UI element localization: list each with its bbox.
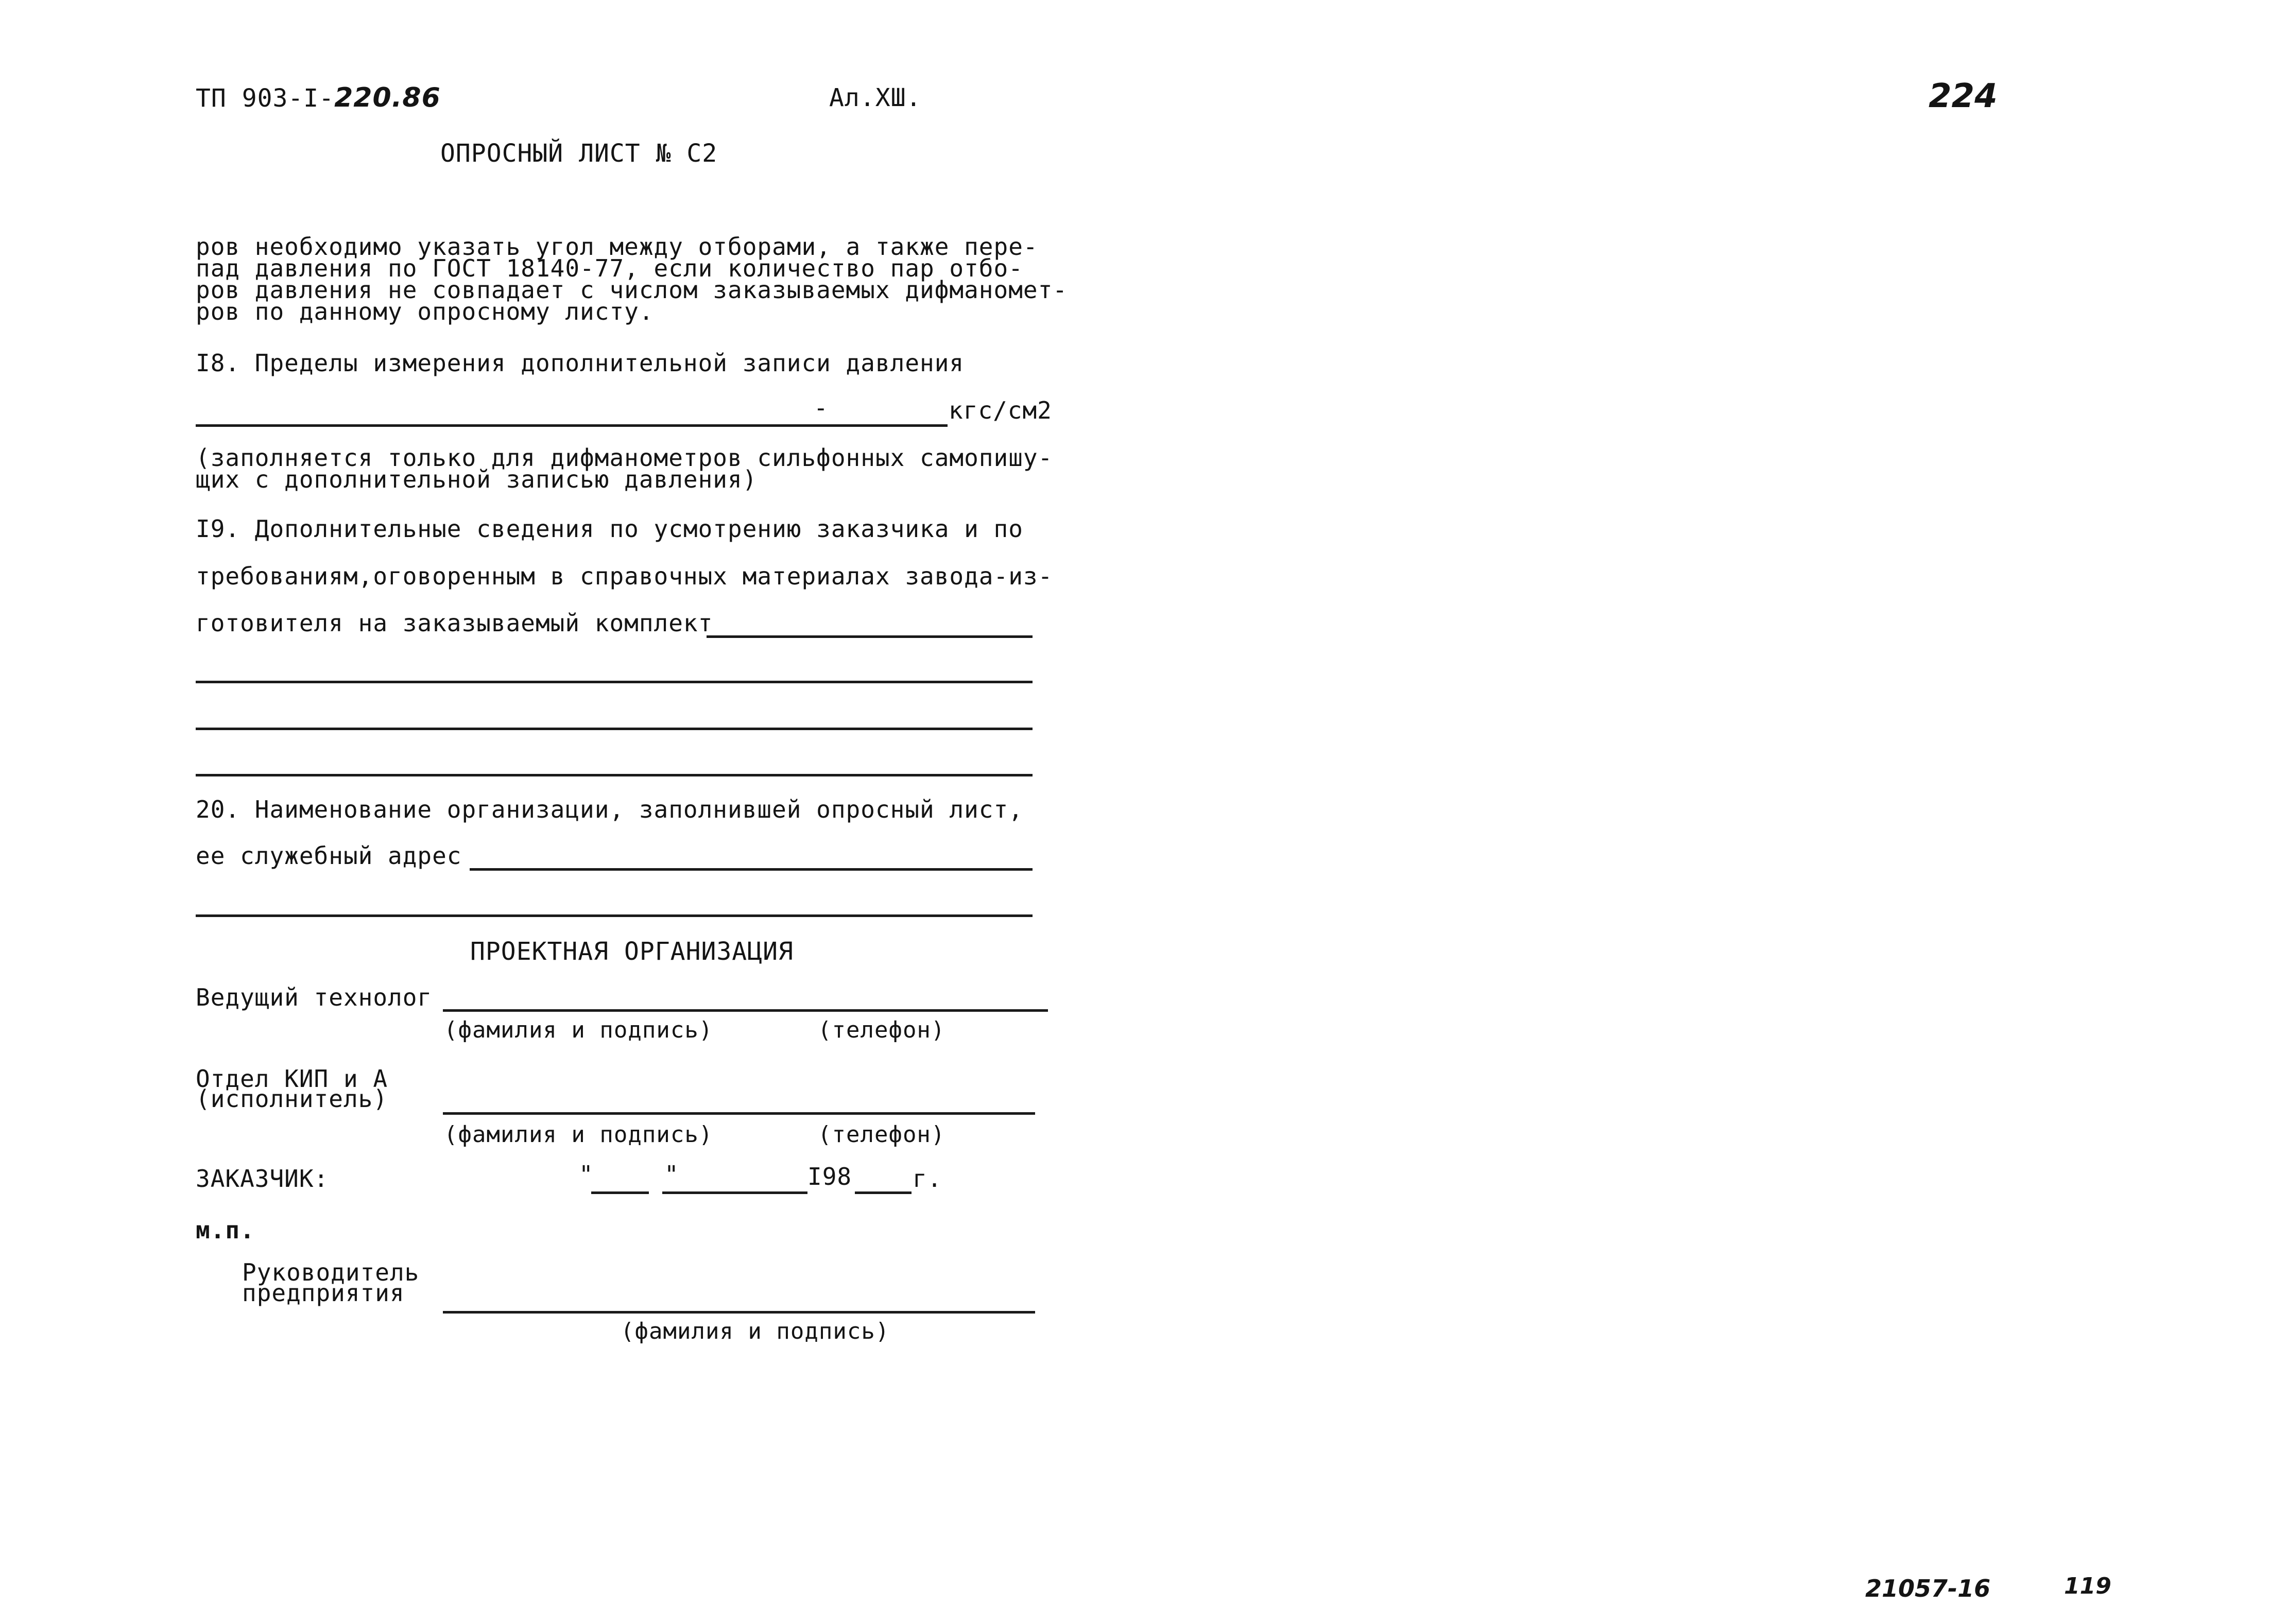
doc-code bbox=[196, 82, 441, 113]
doc-code-print: ТП 903-I- bbox=[196, 84, 335, 113]
item19-field-line-1[interactable] bbox=[196, 681, 1033, 683]
item19-line-2: требованиям,оговоренным в справочных материалах завода-из- bbox=[196, 562, 1053, 590]
item20-address-field-inline[interactable] bbox=[470, 868, 1033, 871]
date-quote-open: " bbox=[579, 1161, 594, 1188]
item18-note-line-2: щих с дополнительной записью давления) bbox=[196, 465, 758, 493]
enterprise-head-line-1: Руководитель bbox=[242, 1258, 420, 1286]
kip-dept-name-caption: (фамилия и подпись) bbox=[444, 1121, 713, 1148]
item18-heading: I8. Пределы измерения дополнительной записи давления bbox=[196, 349, 965, 377]
album-label: Ал.ХШ. bbox=[829, 83, 922, 112]
item20-line-1: 20. Наименование организации, заполнившей опросный лист, bbox=[196, 796, 1023, 823]
item18-note-line-1: (заполняется только для дифманометров сильфонных самопишу- bbox=[196, 444, 1053, 472]
lead-technologist-field[interactable] bbox=[443, 1009, 1048, 1012]
kip-dept-field[interactable] bbox=[443, 1112, 1035, 1115]
stamp-place-label: м.п. bbox=[196, 1216, 255, 1244]
customer-label: ЗАКАЗЧИК: bbox=[196, 1165, 329, 1193]
enterprise-head-name-caption: (фамилия и подпись) bbox=[621, 1318, 890, 1344]
lead-technologist-label: Ведущий технолог bbox=[196, 983, 433, 1011]
intro-line-2: пад давления по ГОСТ 18140-77, если количество пар отбо- bbox=[196, 254, 1023, 282]
item20-address-field-line[interactable] bbox=[196, 914, 1033, 917]
kip-dept-phone-caption: (телефон) bbox=[818, 1121, 945, 1148]
intro-line-1: ров необходимо указать угол между отборами, а также пере- bbox=[196, 233, 1038, 261]
page-number: 224 bbox=[1929, 77, 1998, 115]
item19-line-3: готовителя на заказываемый комплект bbox=[196, 609, 713, 637]
date-day-field[interactable] bbox=[591, 1191, 649, 1194]
item19-line-1: I9. Дополнительные сведения по усмотрению заказчика и по bbox=[196, 515, 1023, 543]
kip-dept-line-1: Отдел КИП и А bbox=[196, 1065, 388, 1093]
item19-field-line-3[interactable] bbox=[196, 774, 1033, 776]
item19-field-line-2[interactable] bbox=[196, 728, 1033, 730]
item18-dash: - bbox=[814, 394, 829, 422]
intro-line-4: ров по данному опросному листу. bbox=[196, 298, 654, 325]
date-year-prefix: I98 bbox=[807, 1163, 852, 1190]
enterprise-head-field[interactable] bbox=[443, 1311, 1035, 1314]
lead-technologist-name-caption: (фамилия и подпись) bbox=[444, 1017, 713, 1043]
enterprise-head-line-2: предприятия bbox=[242, 1279, 405, 1307]
date-quote-close: " bbox=[664, 1161, 679, 1188]
sheet-number: 119 bbox=[2064, 1573, 2111, 1599]
item18-range-field[interactable] bbox=[196, 424, 948, 427]
intro-line-3: ров давления не совпадает с числом заказываемых дифманомет- bbox=[196, 276, 1068, 304]
doc-code-hand: 220.86 bbox=[334, 82, 441, 113]
page-title: ОПРОСНЫЙ ЛИСТ № С2 bbox=[440, 139, 718, 168]
date-year-suffix: г. bbox=[913, 1165, 942, 1193]
design-org-heading: ПРОЕКТНАЯ ОРГАНИЗАЦИЯ bbox=[470, 937, 794, 966]
item18-unit: кгс/см2 bbox=[949, 396, 1052, 424]
lead-technologist-phone-caption: (телефон) bbox=[818, 1017, 945, 1043]
date-month-field[interactable] bbox=[662, 1191, 807, 1194]
date-year-field[interactable] bbox=[855, 1191, 912, 1194]
kip-dept-line-2: (исполнитель) bbox=[196, 1085, 388, 1113]
item20-line-2: ее служебный адрес bbox=[196, 842, 462, 870]
item19-field-inline[interactable] bbox=[707, 635, 1033, 638]
inventory-number: 21057-16 bbox=[1865, 1575, 1991, 1602]
